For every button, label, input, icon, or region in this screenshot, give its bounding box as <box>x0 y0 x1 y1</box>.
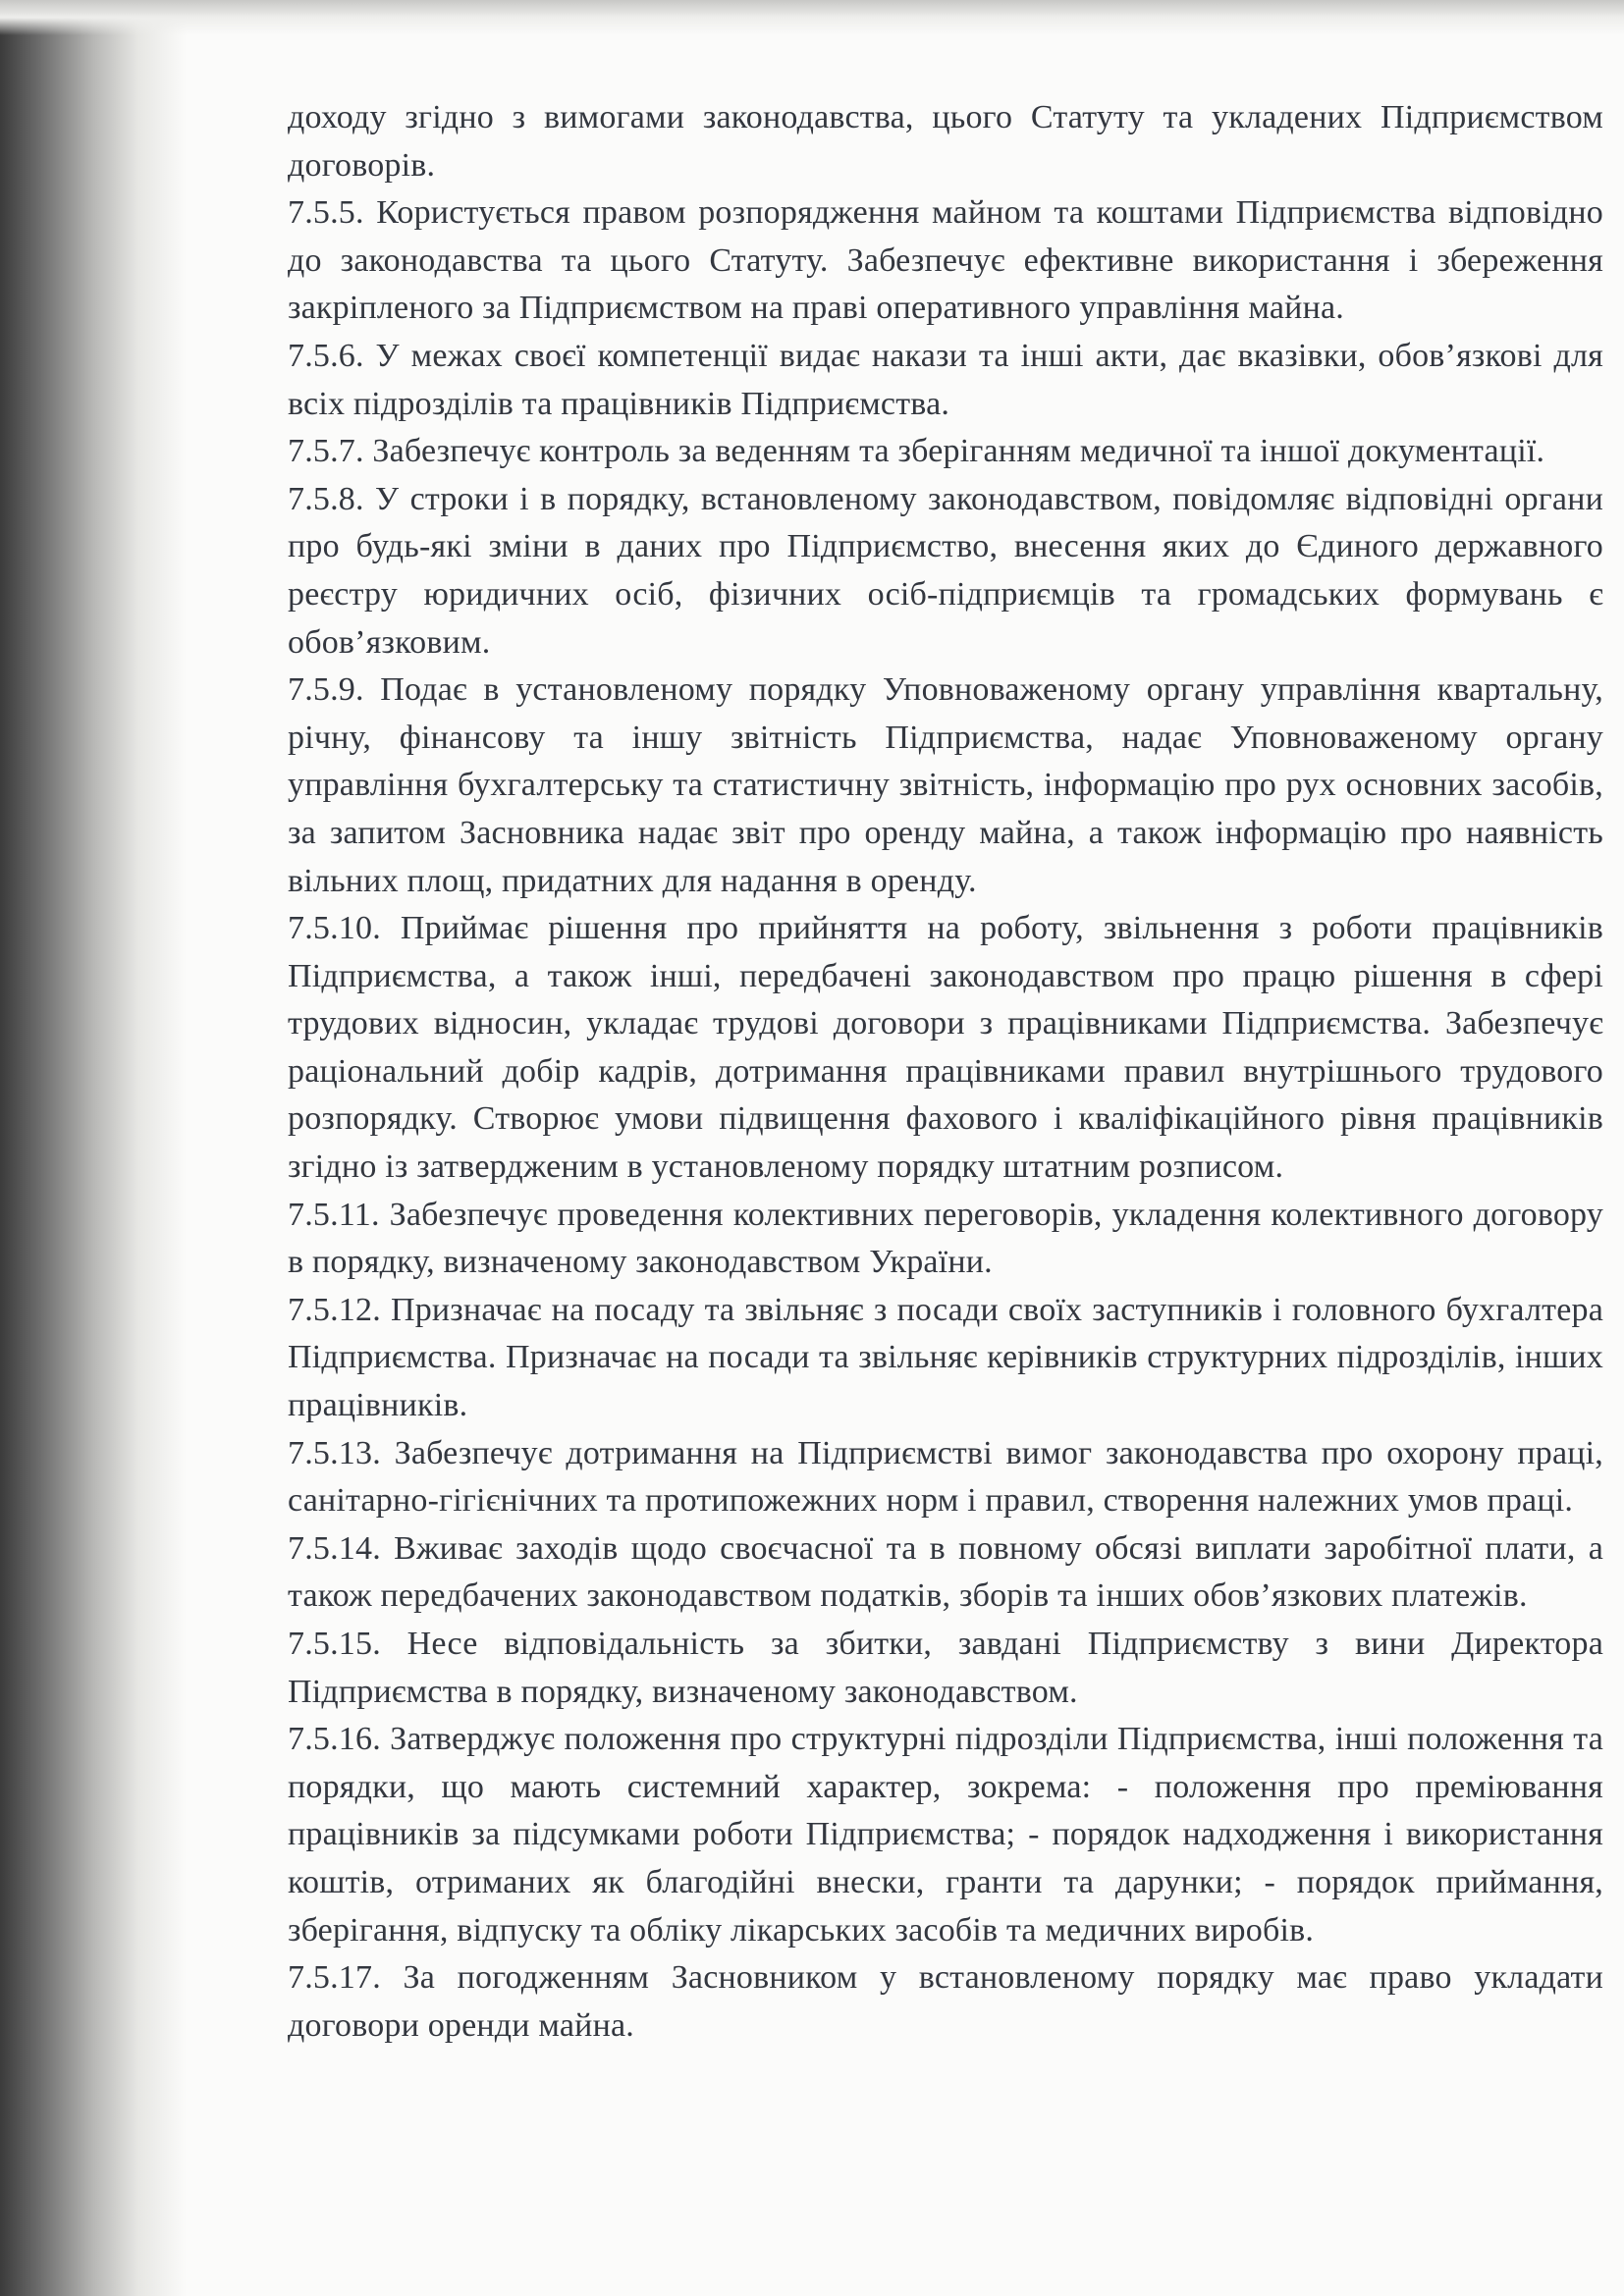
scan-binding-shadow <box>0 0 187 2296</box>
scan-top-shadow <box>0 0 1624 35</box>
paragraph-7-5-17: 7.5.17. За погодженням Засновником у встановленому порядку має право укладати договори оренди майна. <box>288 1959 1603 2044</box>
paragraph-7-5-9: 7.5.9. Подає в установленому порядку Уповноваженому органу управління квартальну, річну, фінансову та іншу звітність Підприємства, надає Уповноваженому органу управління бухгалтерську та статистичну звітність, інформацію про рух основних засобів, за запитом Засновника надає звіт про оренду майна, а також інформацію про наявність вільних площ, придатних для надання в оренду. <box>288 671 1603 899</box>
paragraph-7-5-12: 7.5.12. Призначає на посаду та звільняє з посади своїх заступників і головного бухгалтера Підприємства. Призначає на посади та звільняє керівників структурних підрозділів, інших працівників. <box>288 1291 1603 1424</box>
document-body <box>288 94 1603 2050</box>
document-page <box>288 94 1603 2273</box>
paragraph-7-5-15: 7.5.15. Несе відповідальність за збитки, завдані Підприємству з вини Директора Підприємства в порядку, визначеному законодавством. <box>288 1626 1603 1710</box>
paragraph-7-5-14: 7.5.14. Вживає заходів щодо своєчасної та в повному обсязі виплати заробітної плати, а також передбачених законодавством податків, зборів та інших обов’язкових платежів. <box>288 1529 1603 1615</box>
paragraph-continuation: доходу згідно з вимогами законодавства, цього Статуту та укладених Підприємством договорів. <box>288 99 1603 184</box>
paragraph-7-5-7: 7.5.7. Забезпечує контроль за веденням та зберіганням медичної та іншої документації. <box>288 433 1545 470</box>
paragraph-7-5-8: 7.5.8. У строки і в порядку, встановленому законодавством, повідомляє відповідні органи про будь-які зміни в даних про Підприємство, внесення яких до Єдиного державного реєстру юридичних осіб, фізичних осіб-підприємців та громадських формувань є обов’язковим. <box>288 480 1603 661</box>
paragraph-7-5-6: 7.5.6. У межах своєї компетенції видає накази та інші акти, дає вказівки, обов’язкові для всіх підрозділів та працівників Підприємства. <box>288 337 1603 422</box>
paragraph-7-5-16: 7.5.16. Затверджує положення про структурні підрозділи Підприємства, інші положення та порядки, що мають системний характер, зокрема: - положення про преміювання працівників за підсумками роботи Підприємства; - порядок надходження і використання коштів, отриманих як благодійні внески, гранти та дарунки; - порядок приймання, зберігання, відпуску та обліку лікарських засобів та медичних виробів. <box>288 1721 1603 1949</box>
paragraph-7-5-10: 7.5.10. Приймає рішення про прийняття на роботу, звільнення з роботи працівників Підприємства, а також інші, передбачені законодавством про працю рішення в сфері трудових відносин, укладає трудові договори з працівниками Підприємства. Забезпечує раціональний добір кадрів, дотримання працівниками правил внутрішнього трудового розпорядку. Створює умови підвищення фахового і кваліфікаційного рівня працівників згідно із затвердженим в установленому порядку штатним розписом. <box>288 910 1603 1186</box>
paragraph-7-5-13: 7.5.13. Забезпечує дотримання на Підприємстві вимог законодавства про охорону праці, санітарно-гігієнічних та протипожежних норм і правил, створення належних умов праці. <box>288 1434 1603 1520</box>
paragraph-7-5-5: 7.5.5. Користується правом розпорядження майном та коштами Підприємства відповідно до законодавства та цього Статуту. Забезпечує ефективне використання і збереження закріпленого за Підприємством на праві оперативного управління майна. <box>288 194 1603 327</box>
paragraph-7-5-11: 7.5.11. Забезпечує проведення колективних переговорів, укладення колективного договору в порядку, визначеному законодавством України. <box>288 1196 1603 1281</box>
